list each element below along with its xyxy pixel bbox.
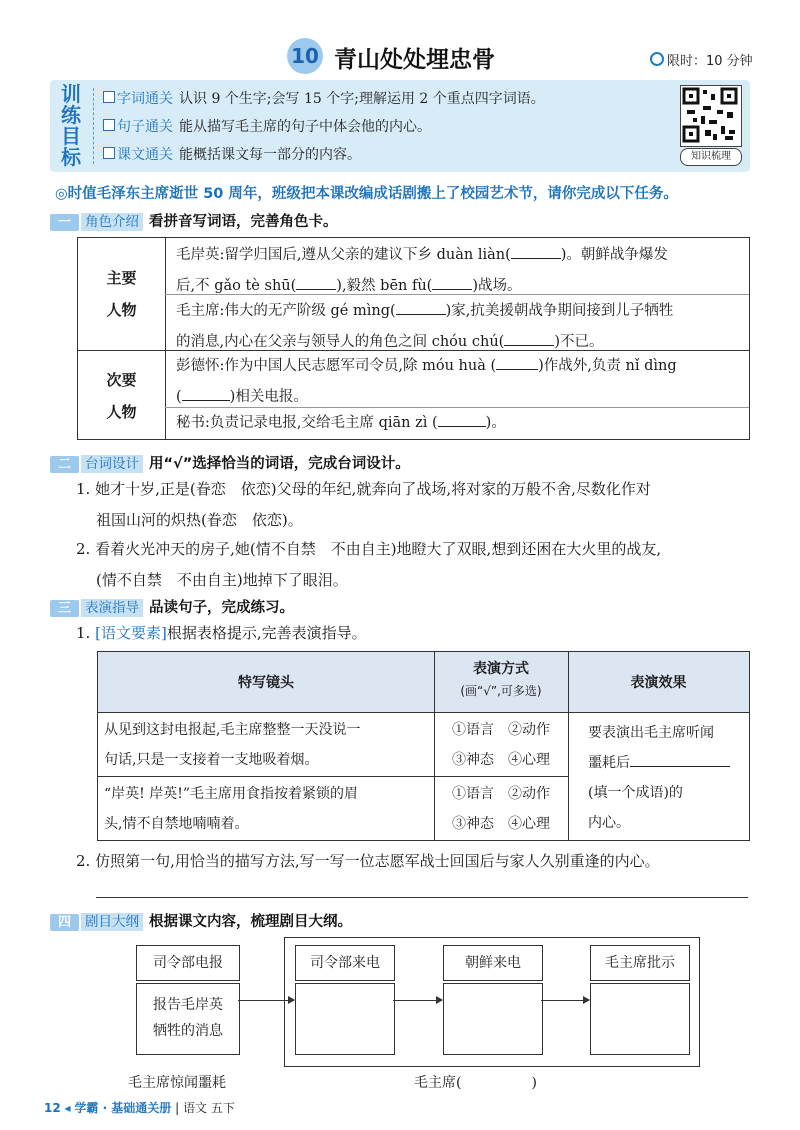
- question-3-2: 2. 仿照第一句,用恰当的描写方法,写一写一位志愿军战士回国后与家人久别重逢的内心。: [76, 852, 660, 870]
- lesson-title: 青山处处埋忠骨: [334, 47, 495, 73]
- checkbox-icon[interactable]: [103, 119, 115, 131]
- section-title: 用“√”选择恰当的词语，完成台词设计。: [149, 456, 410, 472]
- section-2-heading: [50, 452, 410, 473]
- checkbox-icon[interactable]: [103, 147, 115, 159]
- question-2-2: 2. 看着火光冲天的房子,她(情不自禁 不由自主)地瞪大了双眼,想到还困在大火里的战友, (情不自禁 不由自主)地掉下了眼泪。: [76, 540, 662, 589]
- arrow-right-icon: [238, 1000, 294, 1001]
- page-footer: [44, 1099, 235, 1116]
- section-title: 看拼音写词语，完善角色卡。: [149, 214, 338, 230]
- goal-item: [103, 88, 545, 108]
- answer-blank[interactable]: [182, 400, 230, 401]
- character-chairman-mao: 毛主席:伟大的无产阶级 gé mìng( )家,抗美援朝战争期间接到儿子牺牲 的消息,内心在父亲与领导人的角色之间 chóu chú( )不已。: [176, 303, 674, 350]
- answer-blank[interactable]: [432, 289, 472, 290]
- outline-box-1-title: 司令部电报: [136, 945, 240, 981]
- section-4-heading: [50, 910, 352, 931]
- goals-label-char: 训: [61, 82, 81, 106]
- section-title: 品读句子，完成练习。: [149, 600, 295, 616]
- main-characters-label: 主要 人物: [106, 269, 137, 319]
- section-tag: 表演指导: [81, 599, 143, 617]
- table-divider: [98, 712, 749, 713]
- section-tag: 剧目大纲: [81, 913, 143, 931]
- section-tag: 角色介绍: [81, 213, 143, 231]
- goal-text: 认识 9 个生字;会写 15 个字;理解运用 2 个重点四字词语。: [179, 91, 545, 107]
- arrow-right-icon: [393, 1000, 442, 1001]
- section-1-heading: [50, 210, 338, 231]
- answer-line[interactable]: [96, 897, 748, 898]
- minor-characters-label: 次要 人物: [106, 371, 137, 421]
- goal-tag: 句子通关: [103, 119, 173, 135]
- character-mao-anying: 毛岸英:留学归国后,遵从父亲的建议下乡 duàn liàn( )。朝鲜战争爆发 后,不 gǎo tè shū( ),毅然 bēn fù( )战场。: [176, 247, 668, 294]
- goals-label-char: 练: [61, 103, 81, 127]
- outline-box-4-answer[interactable]: [590, 983, 690, 1055]
- training-goals-label: [56, 84, 86, 168]
- page-number: 12: [44, 1101, 61, 1115]
- task-intro: ◎时值毛泽东主席逝世 50 周年，班级把本课改编成话剧搬上了校园艺术节，请你完成以下任务。: [55, 186, 678, 202]
- goal-item: [103, 144, 361, 164]
- answer-blank[interactable]: [496, 369, 538, 370]
- answer-blank[interactable]: [396, 314, 446, 315]
- outline-box-1-body: 报告毛岸英 牺牲的消息: [136, 983, 240, 1055]
- outline-box-3-title: 朝鲜来电: [443, 945, 543, 981]
- col-performance-method: 表演方式 (画“√”,可多选): [460, 661, 542, 698]
- section-3-heading: [50, 596, 294, 617]
- answer-blank[interactable]: [438, 426, 486, 427]
- section-number: 一: [50, 214, 79, 231]
- section-number: 三: [50, 600, 79, 617]
- qr-code-label: 知识梳理: [680, 148, 742, 166]
- outline-caption-right[interactable]: 毛主席( ): [414, 1075, 537, 1091]
- table-divider: [165, 238, 166, 439]
- answer-blank[interactable]: [630, 766, 730, 767]
- method-options-2[interactable]: ①语言 ②动作 ③神态 ④心理: [452, 786, 550, 832]
- subject-grade: 语文 五下: [183, 1101, 235, 1115]
- table-divider: [98, 776, 568, 777]
- goal-text: 能从描写毛主席的句子中体会他的内心。: [179, 119, 431, 135]
- character-peng-dehuai: 彭德怀:作为中国人民志愿军司令员,除 móu huà ( )作战外,负责 nǐ dìng ( )相关电报。: [176, 358, 677, 405]
- question-3-1: 1. [语文要素]根据表格提示,完善表演指导。: [76, 624, 367, 642]
- goal-tag: 课文通关: [103, 147, 173, 163]
- lesson-number-badge: 10: [287, 38, 323, 74]
- section-tag: 台词设计: [81, 455, 143, 473]
- time-limit-text: 限时：10 分钟: [667, 54, 753, 69]
- section-title: 根据课文内容，梳理剧目大纲。: [149, 914, 353, 930]
- outline-box-3-answer[interactable]: [443, 983, 543, 1055]
- question-2-1: 1. 她才十岁,正是(眷恋 依恋)父母的年纪,就奔向了战场,将对家的万般不舍,尽数化作对 祖国山河的炽热(眷恋 依恋)。: [76, 480, 651, 529]
- goal-item: [103, 116, 431, 136]
- time-limit: [650, 50, 753, 69]
- question-tag: [语文要素]: [95, 624, 167, 642]
- outline-caption-left: 毛主席惊闻噩耗: [128, 1075, 226, 1091]
- col-close-up: 特写镜头: [238, 675, 294, 691]
- col-performance-effect: 表演效果: [630, 675, 687, 691]
- close-up-1: 从见到这封电报起,毛主席整整一天没说一 句话,只是一支接着一支地吸着烟。: [104, 722, 361, 768]
- section-number: 二: [50, 456, 79, 473]
- close-up-2: “岸英! 岸英!”毛主席用食指按着紧锁的眉 头,情不自禁地喃喃着。: [104, 786, 359, 832]
- triangle-left-icon: ◂: [64, 1101, 71, 1115]
- outline-box-2-answer[interactable]: [295, 983, 395, 1055]
- answer-blank[interactable]: [511, 258, 561, 259]
- goal-tag: 字词通关: [103, 91, 173, 107]
- qr-code-icon[interactable]: [680, 85, 742, 147]
- checkbox-icon[interactable]: [103, 91, 115, 103]
- book-series: 学霸 · 基础通关册: [74, 1101, 172, 1115]
- outline-box-2-title: 司令部来电: [295, 945, 395, 981]
- footer-separator: |: [175, 1101, 180, 1115]
- outline-box-4-title: 毛主席批示: [590, 945, 690, 981]
- answer-blank[interactable]: [296, 289, 336, 290]
- goals-label-char: 目: [61, 124, 81, 148]
- section-number: 四: [50, 914, 79, 931]
- character-secretary: 秘书:负责记录电报,交给毛主席 qiān zì ( )。: [176, 415, 506, 431]
- effect-cell: 要表演出毛主席听闻 噩耗后 (填一个成语)的 内心。: [588, 718, 746, 838]
- clock-icon: [650, 52, 664, 66]
- arrow-right-icon: [541, 1000, 589, 1001]
- performance-guide-table: [97, 651, 750, 841]
- goals-divider: [93, 88, 94, 164]
- answer-blank[interactable]: [504, 345, 554, 346]
- character-card-table: [77, 237, 750, 440]
- goals-label-char: 标: [61, 145, 81, 169]
- method-options-1[interactable]: ①语言 ②动作 ③神态 ④心理: [452, 722, 550, 768]
- goal-text: 能概括课文每一部分的内容。: [179, 147, 361, 163]
